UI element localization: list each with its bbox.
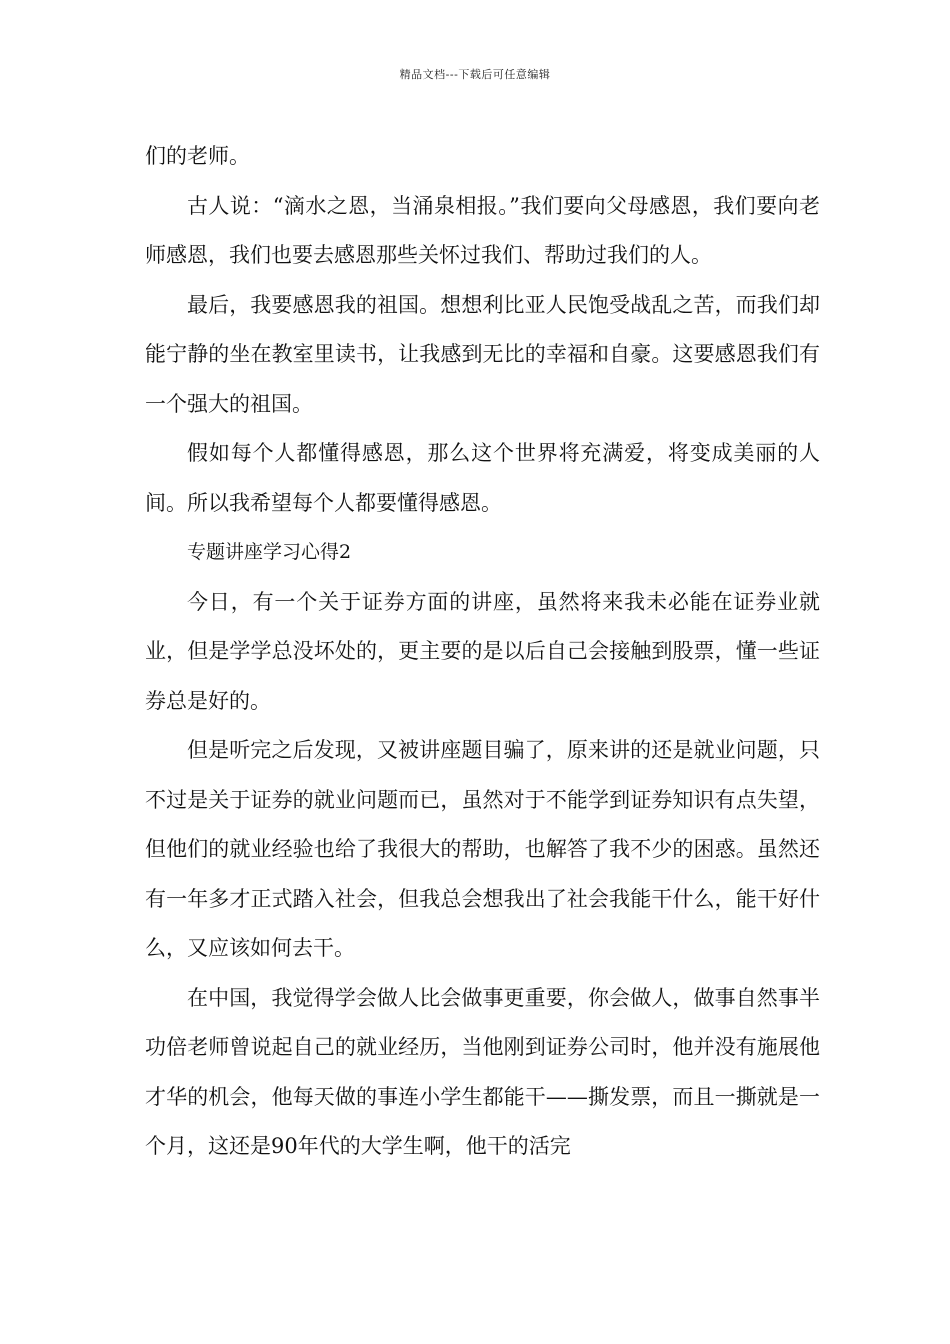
paragraph-3: 最后，我要感恩我的祖国。想想利比亚人民饱受战乱之苦，而我们却能宁静的坐在教室里读书，让我感到无比的幸福和自豪。这要感恩我们有一个强大的祖国。 — [145, 292, 820, 416]
paragraph-1: 们的老师。 — [145, 144, 250, 168]
paragraph-4: 假如每个人都懂得感恩，那么这个世界将充满爱，将变成美丽的人间。所以我希望每个人都要懂得感恩。 — [145, 441, 820, 515]
page-header: 精品文档---下载后可任意编辑 — [399, 68, 551, 81]
section-heading: 专题讲座学习心得2 — [187, 541, 352, 563]
paragraph-7: 在中国，我觉得学会做人比会做事更重要，你会做人，做事自然事半功倍老师曾说起自己的就业经历，当他刚到证券公司时，他并没有施展他才华的机会，他每天做的事连小学生都能干——撕发票，而且一撕就是一个月，这还是90年代的大学生啊，他干的活完 — [145, 985, 820, 1158]
paragraph-6: 但是听完之后发现，又被讲座题目骗了，原来讲的还是就业问题，只不过是关于证券的就业问题而已，虽然对于不能学到证券知识有点失望，但他们的就业经验也给了我很大的帮助，也解答了我不少的困惑。虽然还有一年多才正式踏入社会，但我总会想我出了社会我能干什么，能干好什么，又应该如何去干。 — [145, 738, 820, 960]
paragraph-5: 今日，有一个关于证券方面的讲座，虽然将来我未必能在证券业就业，但是学学总没坏处的，更主要的是以后自己会接触到股票，懂一些证券总是好的。 — [145, 589, 820, 713]
paragraph-2: 古人说：“滴水之恩，当涌泉相报。”我们要向父母感恩，我们要向老师感恩，我们也要去感恩那些关怀过我们、帮助过我们的人。 — [145, 193, 820, 267]
document-body — [145, 132, 820, 1172]
